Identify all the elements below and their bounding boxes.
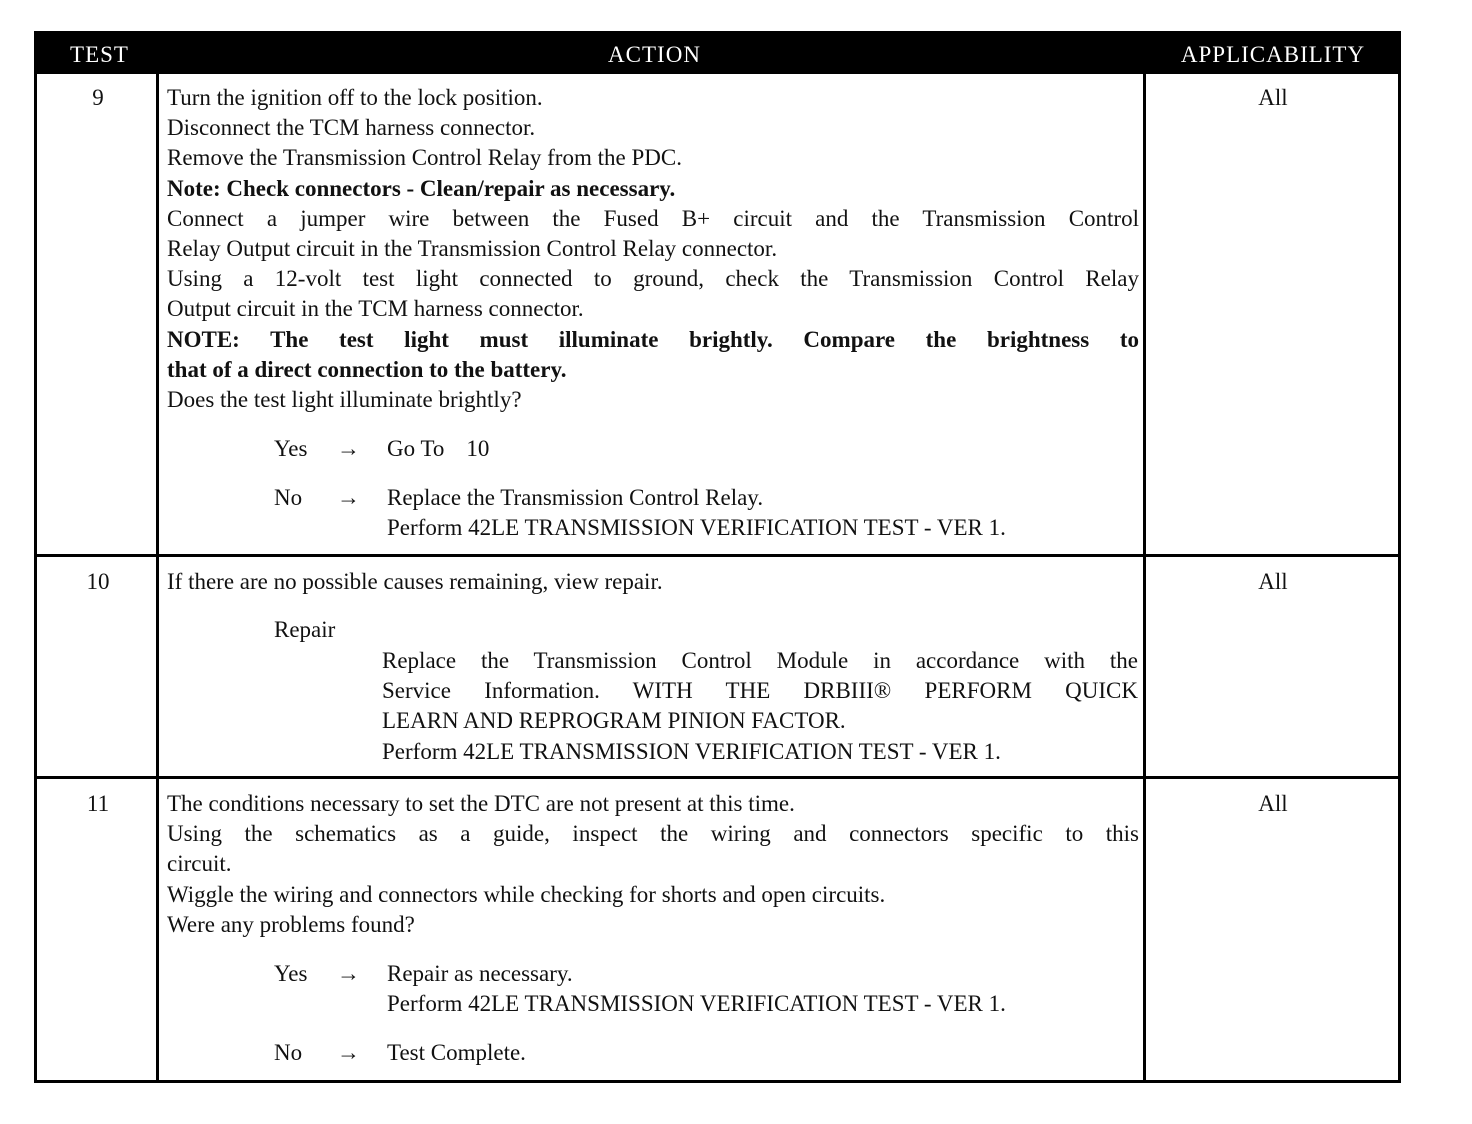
question-line: Were any problems found? xyxy=(167,911,415,937)
yes-label: Yes xyxy=(274,961,308,987)
action-line: Output circuit in the TCM harness connector. xyxy=(167,296,584,322)
row-divider xyxy=(37,554,1398,557)
repair-line: Service Information. WITH THE DRBIII® PERFORM QUICK xyxy=(382,678,1138,704)
no-result-line: Perform 42LE TRANSMISSION VERIFICATION TEST - VER 1. xyxy=(387,515,1006,541)
repair-label: Repair xyxy=(274,617,336,642)
arrow-right-icon: → xyxy=(337,485,360,511)
goto-text: Go To xyxy=(387,436,445,462)
no-label: No xyxy=(274,1040,303,1066)
action-line: Using a 12-volt test light connected to ground, check the Transmission Control Relay xyxy=(167,266,1139,292)
applicability-value: All xyxy=(1258,791,1288,816)
yes-result-line: Repair as necessary. xyxy=(387,961,573,987)
action-line: circuit. xyxy=(167,851,232,877)
test-number: 11 xyxy=(86,791,110,816)
arrow-right-icon: → xyxy=(337,436,360,462)
yes-label: Yes xyxy=(274,436,308,462)
repair-line: Perform 42LE TRANSMISSION VERIFICATION TEST - VER 1. xyxy=(382,738,1001,764)
test-10-action xyxy=(167,567,1139,767)
diagnostic-test-table xyxy=(34,31,1401,1083)
no-result-line: Replace the Transmission Control Relay. xyxy=(387,485,764,511)
question-line: Does the test light illuminate brightly? xyxy=(167,387,522,413)
action-line: Connect a jumper wire between the Fused B+ circuit and the Transmission Control xyxy=(167,205,1139,231)
test-number: 10 xyxy=(86,569,110,594)
action-line: Remove the Transmission Control Relay from the PDC. xyxy=(167,145,682,171)
action-line: Relay Output circuit in the Transmission Control Relay connector. xyxy=(167,236,778,262)
header-action: ACTION xyxy=(608,42,701,67)
action-line: Using the schematics as a guide, inspect the wiring and connectors specific to this xyxy=(167,821,1139,847)
column-divider xyxy=(1143,74,1146,1080)
action-line: The conditions necessary to set the DTC are not present at this time. xyxy=(167,791,795,816)
repair-line: LEARN AND REPROGRAM PINION FACTOR. xyxy=(382,708,846,734)
applicability-value: All xyxy=(1258,569,1288,594)
repair-instructions xyxy=(382,646,1138,767)
arrow-right-icon: → xyxy=(337,1040,360,1066)
yes-option xyxy=(167,959,1139,1019)
no-option xyxy=(167,483,1139,543)
no-result: Test Complete. xyxy=(387,1040,526,1066)
repair-line: Replace the Transmission Control Module in accordance with the xyxy=(382,648,1138,673)
no-label: No xyxy=(274,485,303,511)
action-line: If there are no possible causes remaining, view repair. xyxy=(167,569,663,594)
no-option xyxy=(167,1038,1139,1068)
row-divider xyxy=(37,776,1398,779)
yes-option xyxy=(167,434,1139,464)
test-11-action xyxy=(167,789,1139,1068)
action-line: Turn the ignition off to the lock position. xyxy=(167,85,543,110)
header-applicability: APPLICABILITY xyxy=(1180,42,1366,67)
table-header xyxy=(37,34,1398,74)
yes-result-line: Perform 42LE TRANSMISSION VERIFICATION TEST - VER 1. xyxy=(387,991,1006,1017)
goto-target: 10 xyxy=(466,436,490,462)
arrow-right-icon: → xyxy=(337,961,360,987)
note-line: Note: Check connectors - Clean/repair as necessary. xyxy=(167,175,676,201)
test-number: 9 xyxy=(92,85,104,110)
test-9-action xyxy=(167,83,1139,543)
action-line: Disconnect the TCM harness connector. xyxy=(167,115,536,141)
applicability-value: All xyxy=(1258,85,1288,110)
action-line: Wiggle the wiring and connectors while checking for shorts and open circuits. xyxy=(167,881,886,907)
header-test: TEST xyxy=(70,42,129,67)
yes-result xyxy=(387,434,489,464)
note-line: that of a direct connection to the battery. xyxy=(167,356,567,382)
note-line: NOTE: The test light must illuminate brightly. Compare the brightness to xyxy=(167,326,1139,352)
